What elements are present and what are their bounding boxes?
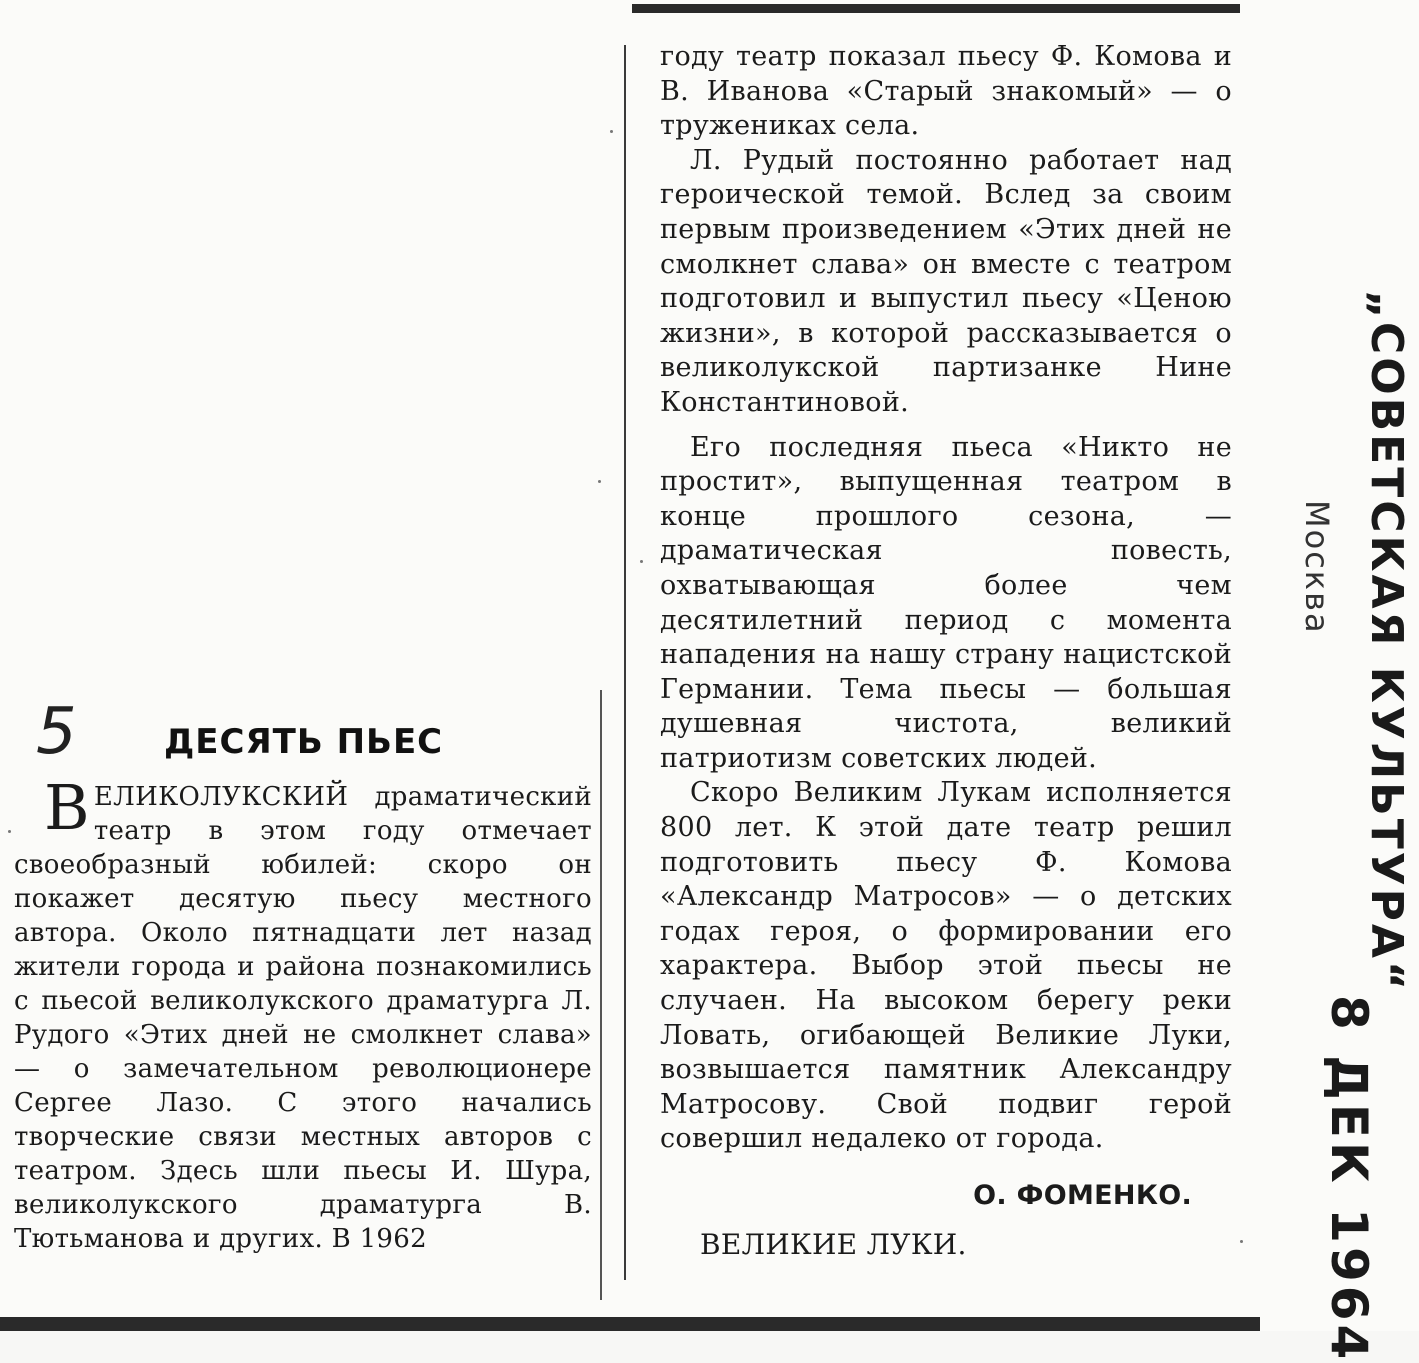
article-headline: ДЕСЯТЬ ПЬЕС: [164, 722, 444, 762]
left-column-rule: [600, 690, 602, 1300]
left-column-text: [14, 771, 592, 1256]
top-rule: [632, 4, 1240, 13]
source-city-stamp: [1300, 500, 1340, 680]
print-speck: [598, 480, 601, 483]
lead-paragraph: ЕЛИКОЛУКСКИЙ драматический театр в этом году отмечает своеобразный юбилей: скоро он покажет десятую пьесу местного автора. Около пятнадцати лет назад жители города и района познакомились с пьесой великолукского драматурга Л. Рудого «Этих дней не смолкнет слава» — о замечательном революционере Сергее Лазо. С этого начались творческие связи местных авторов с театром. Здесь шли пьесы И. Шура, великолукского драматурга В. Тютьманова и других. В 1962: [14, 782, 592, 1254]
column-divider: [624, 45, 626, 1280]
print-speck: [8, 830, 11, 833]
source-newspaper-stamp: [1361, 290, 1419, 993]
author-signature: О. ФОМЕНКО.: [973, 1180, 1192, 1211]
paragraph-rudy: Л. Рудый постоянно работает над героической темой. Вслед за своим первым произведением «Этих дней не смолкнет слава» он вместе с театром подготовил и выпустил пьесу «Ценою жизни», в которой рассказывается о великолукской партизанке Нине Константиновой.: [660, 144, 1232, 418]
paragraph-last-play: Его последняя пьеса «Никто не простит», выпущенная театром в конце прошлого сезона, — драматическая повесть, охватывающая более чем десятилетний период с момента нападения на нашу страну нацистской Германии. Тема пьесы — большая душевная чистота, великий патриотизм советских людей.: [660, 431, 1232, 774]
publication-date: 8 ДЕК 1964: [1320, 995, 1378, 1363]
paragraph-continuation: году театр показал пьесу Ф. Комова и В. Иванова «Старый знакомый» — о тружениках села.: [660, 41, 1232, 142]
city-name: Москва: [1298, 500, 1336, 635]
print-speck: [640, 560, 643, 563]
bottom-rule: [0, 1317, 1260, 1331]
print-speck: [610, 130, 613, 133]
source-date-stamp: [1316, 995, 1386, 1363]
dateline-place: ВЕЛИКИЕ ЛУКИ.: [700, 1227, 967, 1261]
handwritten-number: 5: [36, 695, 77, 769]
print-speck: [1240, 1240, 1243, 1243]
paragraph-anniversary: Скоро Великим Лукам исполняется 800 лет. К этой дате театр решил подготовить пьесу Ф. Комова «Александр Матросов» — о детских годах героя, о формировании его характера. Выбор этой пьесы не случаен. На высоком берегу реки Ловать, огибающей Великие Луки, возвышается памятник Александру Матросову. Свой подвиг герой совершил недалеко от города.: [660, 777, 1232, 1155]
right-column: [660, 40, 1232, 1262]
left-column: [14, 695, 592, 1256]
newspaper-name: „СОВЕТСКАЯ КУЛЬТУРА“: [1361, 290, 1412, 993]
drop-cap: В: [44, 771, 90, 844]
